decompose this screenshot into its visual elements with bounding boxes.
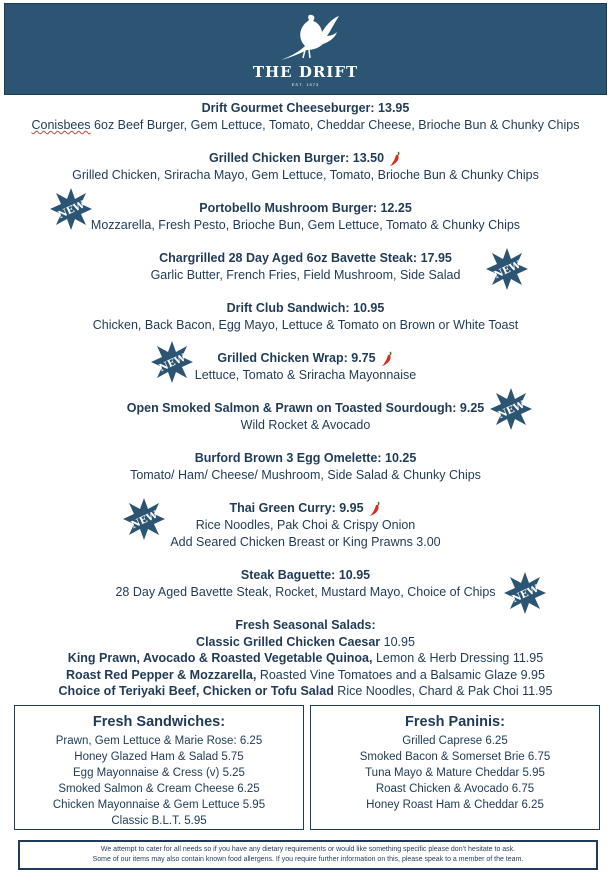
new-badge: [485, 247, 529, 291]
brand-name: THE DRIFT: [252, 63, 359, 81]
menu-item: [0, 150, 611, 184]
new-badge: [49, 187, 93, 231]
item-name: Portobello Mushroom Burger: 12.25: [199, 201, 412, 215]
chili-icon: [388, 151, 402, 167]
sandwiches-title: Fresh Sandwiches:: [92, 714, 226, 730]
spelling-flag: Conisbees: [31, 118, 91, 132]
item-description: Lettuce, Tomato & Sriracha Mayonnaise: [194, 368, 417, 382]
item-name: Drift Club Sandwich: 10.95: [226, 301, 385, 315]
header-banner: [4, 3, 607, 95]
new-badge: [122, 497, 166, 541]
footer-line: We attempt to cater for all needs so if you have any dietary requirements or would like something specific please don’t hesitate to ask.: [100, 846, 516, 853]
item-name: Burford Brown 3 Egg Omelette: 10.25: [194, 451, 417, 465]
item-description: Garlic Butter, French Fries, Field Mushroom, Side Salad: [150, 268, 461, 282]
sandwich-item: Classic B.L.T. 5.95: [111, 815, 207, 827]
sandwich-item: Smoked Salmon & Cream Cheese 6.25: [58, 783, 260, 795]
sandwich-item: Prawn, Gem Lettuce & Marie Rose: 6.25: [55, 735, 263, 747]
menu-item: [0, 300, 611, 334]
item-name: Steak Baguette: 10.95: [240, 568, 371, 582]
item-description: Conisbees 6oz Beef Burger, Gem Lettuce, Tomato, Cheddar Cheese, Brioche Bun & Chunky Chips: [31, 118, 580, 132]
footer-line: Some of our items may also contain known food allergens. If you require further information on this, please speak to a member of the team.: [92, 856, 524, 863]
panini-item: Honey Roast Ham & Cheddar 6.25: [366, 799, 544, 811]
new-badge-label: NEW: [56, 199, 87, 222]
salads-section: [0, 617, 611, 700]
menu-item: [0, 100, 611, 134]
new-badge: [150, 340, 194, 384]
salad-line: Classic Grilled Chicken Caesar 10.95: [196, 634, 415, 649]
item-description: Wild Rocket & Avocado: [240, 418, 371, 432]
pheasant-logo-icon: [277, 12, 341, 64]
item-description: Mozzarella, Fresh Pesto, Brioche Bun, Gem Lettuce, Tomato & Chunky Chips: [90, 218, 521, 232]
item-name: Open Smoked Salmon & Prawn on Toasted Sourdough: 9.25: [126, 401, 485, 415]
chili-icon: [380, 351, 394, 367]
new-badge-label: NEW: [129, 509, 160, 532]
chili-icon: [368, 501, 382, 517]
salad-line: Roast Red Pepper & Mozzarella, Roasted Vine Tomatoes and a Balsamic Glaze 9.95: [66, 667, 545, 682]
sandwich-item: Honey Glazed Ham & Salad 5.75: [74, 751, 244, 763]
sandwiches-box: [14, 705, 304, 830]
item-name: Grilled Chicken Wrap: 9.75: [0, 350, 611, 367]
item-name: Drift Gourmet Cheeseburger: 13.95: [201, 101, 410, 115]
item-addon: Add Seared Chicken Breast or King Prawns 3.00: [170, 535, 441, 549]
paninis-box: [310, 705, 600, 830]
brand-est: EST. 1973: [291, 82, 320, 87]
salad-line: King Prawn, Avocado & Roasted Vegetable Quinoa, Lemon & Herb Dressing 11.95: [67, 651, 544, 665]
item-description: Tomato/ Ham/ Cheese/ Mushroom, Side Salad & Chunky Chips: [130, 468, 481, 482]
new-badge-label: NEW: [157, 352, 188, 375]
panini-item: Roast Chicken & Avocado 6.75: [375, 783, 535, 795]
sandwich-item: Chicken Mayonnaise & Gem Lettuce 5.95: [52, 799, 266, 811]
salads-title: Fresh Seasonal Salads:: [235, 618, 376, 632]
new-badge: [489, 387, 533, 431]
panini-item: Smoked Bacon & Somerset Brie 6.75: [359, 751, 551, 763]
menu-item: [0, 450, 611, 484]
new-badge-label: NEW: [510, 583, 541, 606]
item-name: Chargrilled 28 Day Aged 6oz Bavette Steak: 17.95: [159, 251, 452, 265]
new-badge-label: NEW: [496, 399, 527, 422]
item-description: Chicken, Back Bacon, Egg Mayo, Lettuce & Tomato on Brown or White Toast: [92, 318, 519, 332]
salad-line: Choice of Teriyaki Beef, Chicken or Tofu Salad Rice Noodles, Chard & Pak Choi 11.95: [58, 684, 553, 698]
paninis-title: Fresh Paninis:: [405, 714, 505, 730]
menu-item: [0, 500, 611, 551]
panini-item: Tuna Mayo & Mature Cheddar 5.95: [365, 767, 545, 779]
item-name: Grilled Chicken Burger: 13.50: [0, 150, 611, 167]
item-description: 28 Day Aged Bavette Steak, Rocket, Mustard Mayo, Choice of Chips: [115, 585, 496, 599]
new-badge: [503, 571, 547, 615]
menu-item: [0, 350, 611, 384]
item-name: Thai Green Curry: 9.95: [0, 500, 611, 517]
new-badge-label: NEW: [492, 259, 523, 282]
item-description: Rice Noodles, Pak Choi & Crispy Onion: [195, 518, 416, 532]
allergen-notice: [18, 840, 598, 870]
sandwich-item: Egg Mayonnaise & Cress (v) 5.25: [73, 767, 245, 779]
item-description: Grilled Chicken, Sriracha Mayo, Gem Lettuce, Tomato, Brioche Bun & Chunky Chips: [72, 168, 539, 182]
panini-item: Grilled Caprese 6.25: [402, 735, 508, 747]
